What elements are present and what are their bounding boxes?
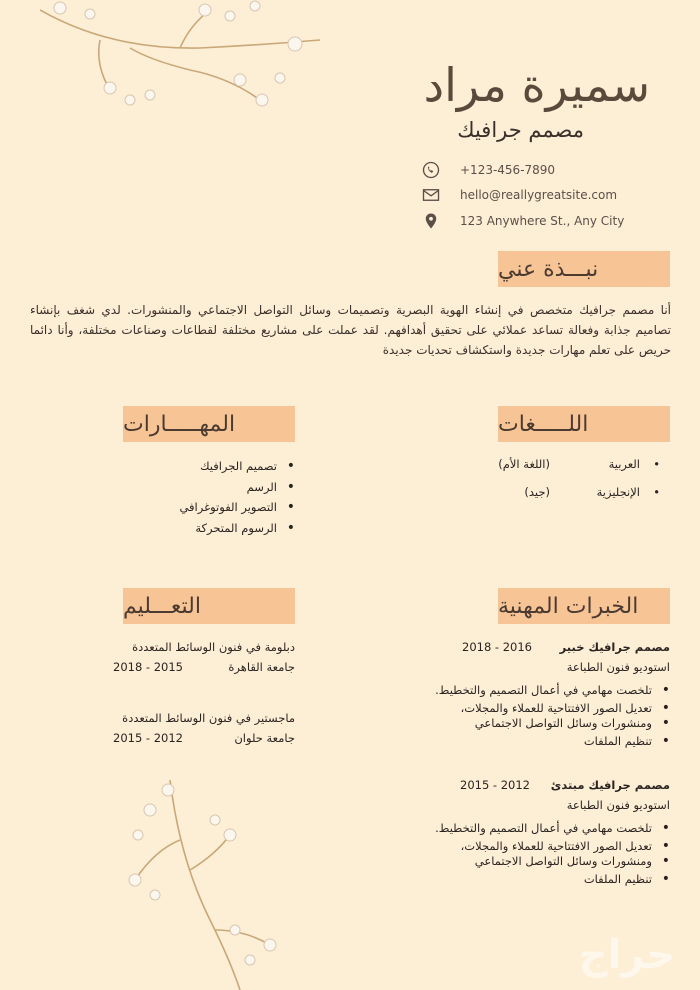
education-dates: 2018 - 2015 xyxy=(113,660,183,674)
job-entry xyxy=(420,640,670,760)
school: جامعة حلوان xyxy=(234,731,295,745)
email-icon xyxy=(422,186,440,204)
degree: دبلومة في فنون الوسائط المتعددة xyxy=(132,640,295,654)
experience-heading: الخبرات المهنية xyxy=(498,588,670,624)
skills-heading: المهـــــارات xyxy=(123,406,295,442)
languages-list xyxy=(480,457,660,513)
language-item xyxy=(480,485,660,513)
job-role: مصمم جرافيك مبتدئ xyxy=(550,778,670,792)
job-duties xyxy=(420,680,670,751)
floral-decoration-bottom xyxy=(120,780,290,990)
duty-item: • تنظيم الملفات xyxy=(420,731,670,752)
language-level: (اللغة الأم) xyxy=(498,457,550,471)
duty-item: • ومنشورات وسائل التواصل الاجتماعي xyxy=(420,716,670,731)
education-dates: 2015 - 2012 xyxy=(113,731,183,745)
skill-item: • الرسوم المتحركة xyxy=(100,518,295,539)
location-icon xyxy=(422,212,440,230)
skill-item: • تصميم الجرافيك xyxy=(100,456,295,477)
bullet: • xyxy=(653,485,660,499)
contact-phone xyxy=(422,161,555,179)
language-name: الإنجليزية xyxy=(596,485,640,499)
language-name: العربية xyxy=(608,457,640,471)
duty-item: • تعديل الصور الافتتاحية للعملاء والمجلات، xyxy=(420,839,670,854)
contact-address xyxy=(422,212,624,230)
languages-heading: اللـــــغات xyxy=(498,406,670,442)
contact-email xyxy=(422,186,617,204)
bullet: • xyxy=(653,457,660,471)
education-entry xyxy=(105,711,295,751)
watermark-logo: حراج xyxy=(578,932,675,978)
job-duties xyxy=(420,818,670,889)
job-role: مصمم جرافيك خبير xyxy=(559,640,670,654)
job-dates: 2015 - 2012 xyxy=(460,778,530,792)
job-dates: 2018 - 2016 xyxy=(462,640,532,654)
skill-item: • التصوير الفوتوغرافي xyxy=(100,497,295,518)
job-company: استوديو فنون الطباعة xyxy=(566,798,670,812)
school: جامعة القاهرة xyxy=(228,660,295,674)
email-text: hello@reallygreatsite.com xyxy=(460,188,618,202)
address-text: 123 Anywhere St., Any City xyxy=(460,214,625,228)
phone-icon xyxy=(422,161,440,179)
language-item xyxy=(480,457,660,485)
education-heading: التعـــليم xyxy=(123,588,295,624)
job-company: استوديو فنون الطباعة xyxy=(566,660,670,674)
about-text: أنا مصمم جرافيك متخصص في إنشاء الهوية البصرية وتصميمات وسائل التواصل الاجتماعي والمنشورات. لدي شغف بإنشاء تصاميم جذابة وفعالة تساعد عملائي على تحقيق أهدافهم. لقد عملت على مشاريع مختلفة لقطاعات وصناعات مختلفة، وأنا دائما حريص على تعلم مهارات جديدة واستكشاف تحديات جديدة xyxy=(30,303,671,357)
language-level: (جيد) xyxy=(524,485,550,499)
skill-item: • الرسم xyxy=(100,477,295,498)
person-name: سميرة مراد xyxy=(423,58,650,112)
degree: ماجستير في فنون الوسائط المتعددة xyxy=(122,711,295,725)
job-entry xyxy=(420,778,670,898)
duty-item: • ومنشورات وسائل التواصل الاجتماعي xyxy=(420,854,670,869)
phone-text: +123-456-7890 xyxy=(460,163,556,177)
duty-item: • تنظيم الملفات xyxy=(420,869,670,890)
duty-item: • تلخصت مهامي في أعمال التصميم والتخطيط. xyxy=(420,818,670,839)
education-entry xyxy=(105,640,295,680)
skills-list xyxy=(100,456,295,538)
job-title: مصمم جرافيك xyxy=(457,118,584,142)
duty-item: • تلخصت مهامي في أعمال التصميم والتخطيط. xyxy=(420,680,670,701)
floral-decoration-top xyxy=(40,0,320,120)
duty-item: • تعديل الصور الافتتاحية للعملاء والمجلات، xyxy=(420,701,670,716)
about-heading: نبـــذة عني xyxy=(498,251,670,287)
